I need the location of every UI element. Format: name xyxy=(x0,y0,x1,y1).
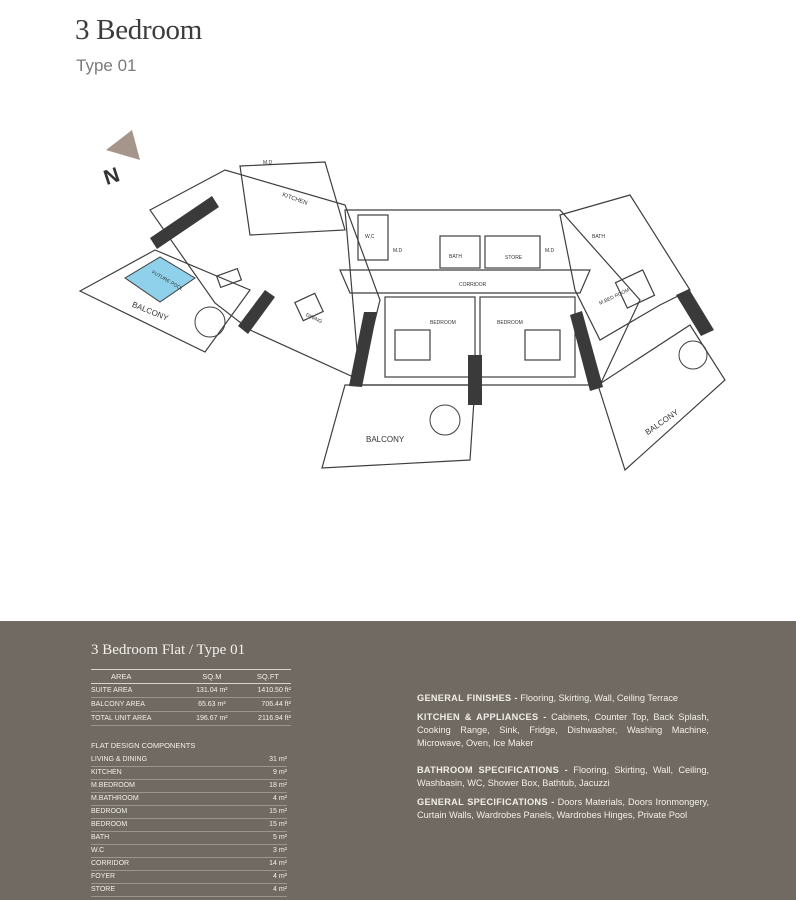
label-md-top: M.D xyxy=(263,160,273,166)
spec-kitchen: KITCHEN & APPLIANCES - Cabinets, Counter Top, Back Splash, Cooking Range, Sink, Fridge, Dishwasher, Washing Machine, Microwave, Oven, Ice Maker xyxy=(417,712,709,748)
table-row: BATH 5 m² xyxy=(91,832,287,845)
sqft-header: SQ.FT xyxy=(237,670,291,684)
sqm-header: SQ.M xyxy=(187,670,237,684)
label-balcony-center: BALCONY xyxy=(366,435,405,444)
area-table xyxy=(91,669,291,726)
info-panel xyxy=(0,621,796,900)
summary-title: 3 Bedroom Flat / Type 01 xyxy=(91,642,246,658)
compass-label: N xyxy=(100,163,123,190)
spec-finishes: GENERAL FINISHES - Flooring, Skirting, Wall, Ceiling Terrace xyxy=(417,693,679,703)
area-header: AREA xyxy=(91,670,187,684)
label-md-store: M.D xyxy=(545,248,555,254)
label-bedroom-1: BEDROOM xyxy=(430,320,456,326)
bedroom-2-outline xyxy=(480,297,575,377)
table-row: SUITE AREA 131.04 m² 1410.50 ft² xyxy=(91,684,291,698)
master-bed xyxy=(615,270,654,308)
table-row: TOTAL UNIT AREA 196.67 m² 2116.94 ft² xyxy=(91,712,291,726)
label-corridor: CORRIDOR xyxy=(459,282,487,288)
bath-room xyxy=(440,236,480,268)
label-store: STORE xyxy=(505,255,523,261)
bed-1 xyxy=(395,330,430,360)
label-future-pool: FUTURE POOL xyxy=(150,269,185,293)
components-title: FLAT DESIGN COMPONENTS xyxy=(91,741,196,750)
table-row: KITCHEN 9 m² xyxy=(91,767,287,780)
store-room xyxy=(485,236,540,268)
page-title: 3 Bedroom xyxy=(75,14,202,46)
label-bedroom-2: BEDROOM xyxy=(497,320,523,326)
table-row: STORE 4 m² xyxy=(91,884,287,897)
bed-2 xyxy=(525,330,560,360)
label-balcony-left: BALCONY xyxy=(130,300,170,323)
table-row: W.C 3 m² xyxy=(91,845,287,858)
label-wc: W.C xyxy=(365,234,375,240)
label-dining: DINING xyxy=(304,312,324,326)
jacuzzi-right xyxy=(679,341,707,369)
label-bath: BATH xyxy=(449,254,462,260)
label-master-bedroom: M.BED ROOM xyxy=(598,287,631,307)
spec-bathroom: BATHROOM SPECIFICATIONS - Flooring, Skirting, Wall, Ceiling, Washbasin, WC, Shower Box, Bathtub, Jacuzzi xyxy=(417,765,709,788)
table-row: FOYER 4 m² xyxy=(91,871,287,884)
jacuzzi-left xyxy=(195,307,225,337)
balcony-right-outline xyxy=(598,325,725,470)
table-row: BEDROOM 15 m² xyxy=(91,806,287,819)
jacuzzi-center xyxy=(430,405,460,435)
table-row: LIVING & DINING 31 m² xyxy=(91,754,287,767)
page-subtitle: Type 01 xyxy=(76,56,137,75)
label-kitchen: KITCHEN xyxy=(281,192,309,207)
spec-general: GENERAL SPECIFICATIONS - Doors Materials, Doors Ironmongery, Curtain Walls, Wardrobes Panels, Wardrobes Hinges, Private Pool xyxy=(417,797,709,820)
table-row: M.BATHROOM 4 m² xyxy=(91,793,287,806)
specifications xyxy=(417,692,709,828)
balcony-center-outline xyxy=(322,385,475,468)
label-balcony-right: BALCONY xyxy=(643,407,681,437)
table-row: M.BEDROOM 18 m² xyxy=(91,780,287,793)
components-table xyxy=(91,754,287,897)
table-row: BALCONY AREA 65.63 m² 706.44 ft² xyxy=(91,698,291,712)
pillar xyxy=(676,289,714,336)
north-arrow-icon xyxy=(106,130,140,160)
pillar xyxy=(349,312,377,387)
pillar xyxy=(468,355,482,405)
label-bath-right: BATH xyxy=(592,234,605,240)
table-row: BEDROOM 15 m² xyxy=(91,819,287,832)
table-row: CORRIDOR 14 m² xyxy=(91,858,287,871)
pillar xyxy=(238,290,275,334)
label-md-wc: M.D xyxy=(393,248,403,254)
